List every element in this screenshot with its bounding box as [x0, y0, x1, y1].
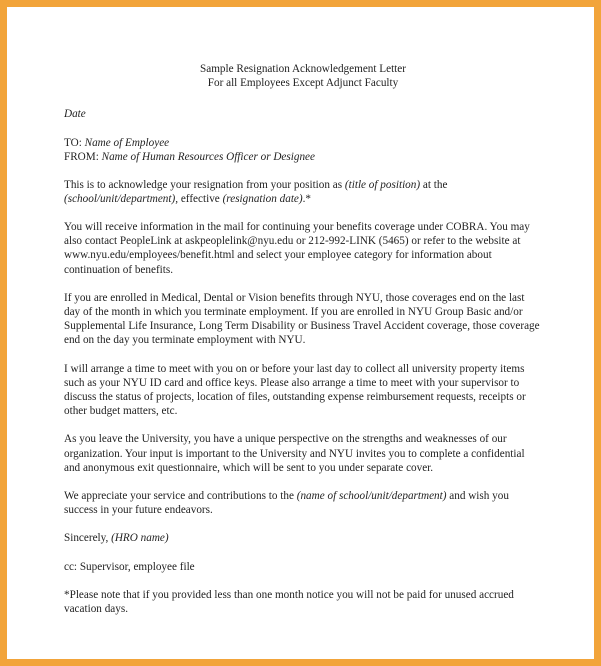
p6-text-c: and wish you success in your future endeavors.: [64, 490, 509, 517]
letter-body: [64, 62, 542, 630]
letter-subtitle: For all Employees Except Adjunct Faculty: [207, 77, 399, 89]
closing-text: Sincerely,: [64, 532, 112, 545]
document-page: [7, 7, 594, 659]
p1-text-e: effective: [178, 192, 223, 205]
p1-position: (title of position): [344, 178, 421, 191]
p1-text-c: at the: [420, 178, 448, 191]
to-value: Name of Employee: [84, 137, 170, 150]
letter-heading: [64, 62, 542, 90]
paragraph-cobra: You will receive information in the mail for continuing your benefits coverage under COBRA. You may also contact PeopleLink at askpeoplelink@nyu.edu or 212-992-LINK (5465) or refer to the website at www.nyu.edu/employees/benefit.html and select your employee category for information about continuation of benefits.: [64, 221, 530, 276]
paragraph-appreciation: [64, 489, 542, 517]
p6-text-a: We appreciate your service and contributions to the: [64, 490, 297, 503]
paragraph-coverage: If you are enrolled in Medical, Dental or Vision benefits through NYU, those coverages end on the last day of the month in which you terminate employment. If you are enrolled in NYU Group Basic and/or Supplemental Life Insurance, Long Term Disability or Business Travel Accident coverage, those coverage end on the day you terminate employment with NYU.: [64, 291, 540, 347]
to-label: TO:: [64, 137, 82, 150]
closing-line: [64, 531, 542, 545]
closing-name: (HRO name): [111, 532, 169, 545]
paragraph-property: I will arrange a time to meet with you on or before your last day to collect all university property items such as your NYU ID card and office keys. Please also arrange a time to meet with your supervisor to discuss the status of projects, location of files, outstanding expense reimbursement requests, receipts or other budget matters, etc.: [64, 362, 526, 418]
date-placeholder: Date: [64, 108, 86, 120]
p1-date: (resignation date): [222, 192, 303, 205]
to-line: [64, 136, 542, 150]
cc-line: cc: Supervisor, employee file: [64, 560, 195, 573]
p1-text-g: .*: [302, 192, 312, 205]
p1-text-a: This is to acknowledge your resignation from your position as: [64, 178, 345, 191]
from-value: Name of Human Resources Officer or Designee: [101, 151, 315, 164]
paragraph-acknowledgement: [64, 178, 542, 206]
from-label: FROM:: [64, 151, 99, 164]
paragraph-exit-questionnaire: As you leave the University, you have a unique perspective on the strengths and weaknesses of our organization. Your input is important to the University and NYU invites you to complete a confidential and anonymous exit questionnaire, which will be sent to you under separate cover.: [64, 433, 525, 474]
p1-department: (school/unit/department),: [64, 192, 179, 205]
footnote: *Please note that if you provided less than one month notice you will not be paid for unused accrued vacation days.: [64, 588, 514, 616]
from-line: [64, 150, 542, 164]
letter-title: Sample Resignation Acknowledgement Letter: [200, 63, 406, 75]
p6-department: (name of school/unit/department): [296, 490, 447, 503]
address-block: [64, 136, 542, 164]
